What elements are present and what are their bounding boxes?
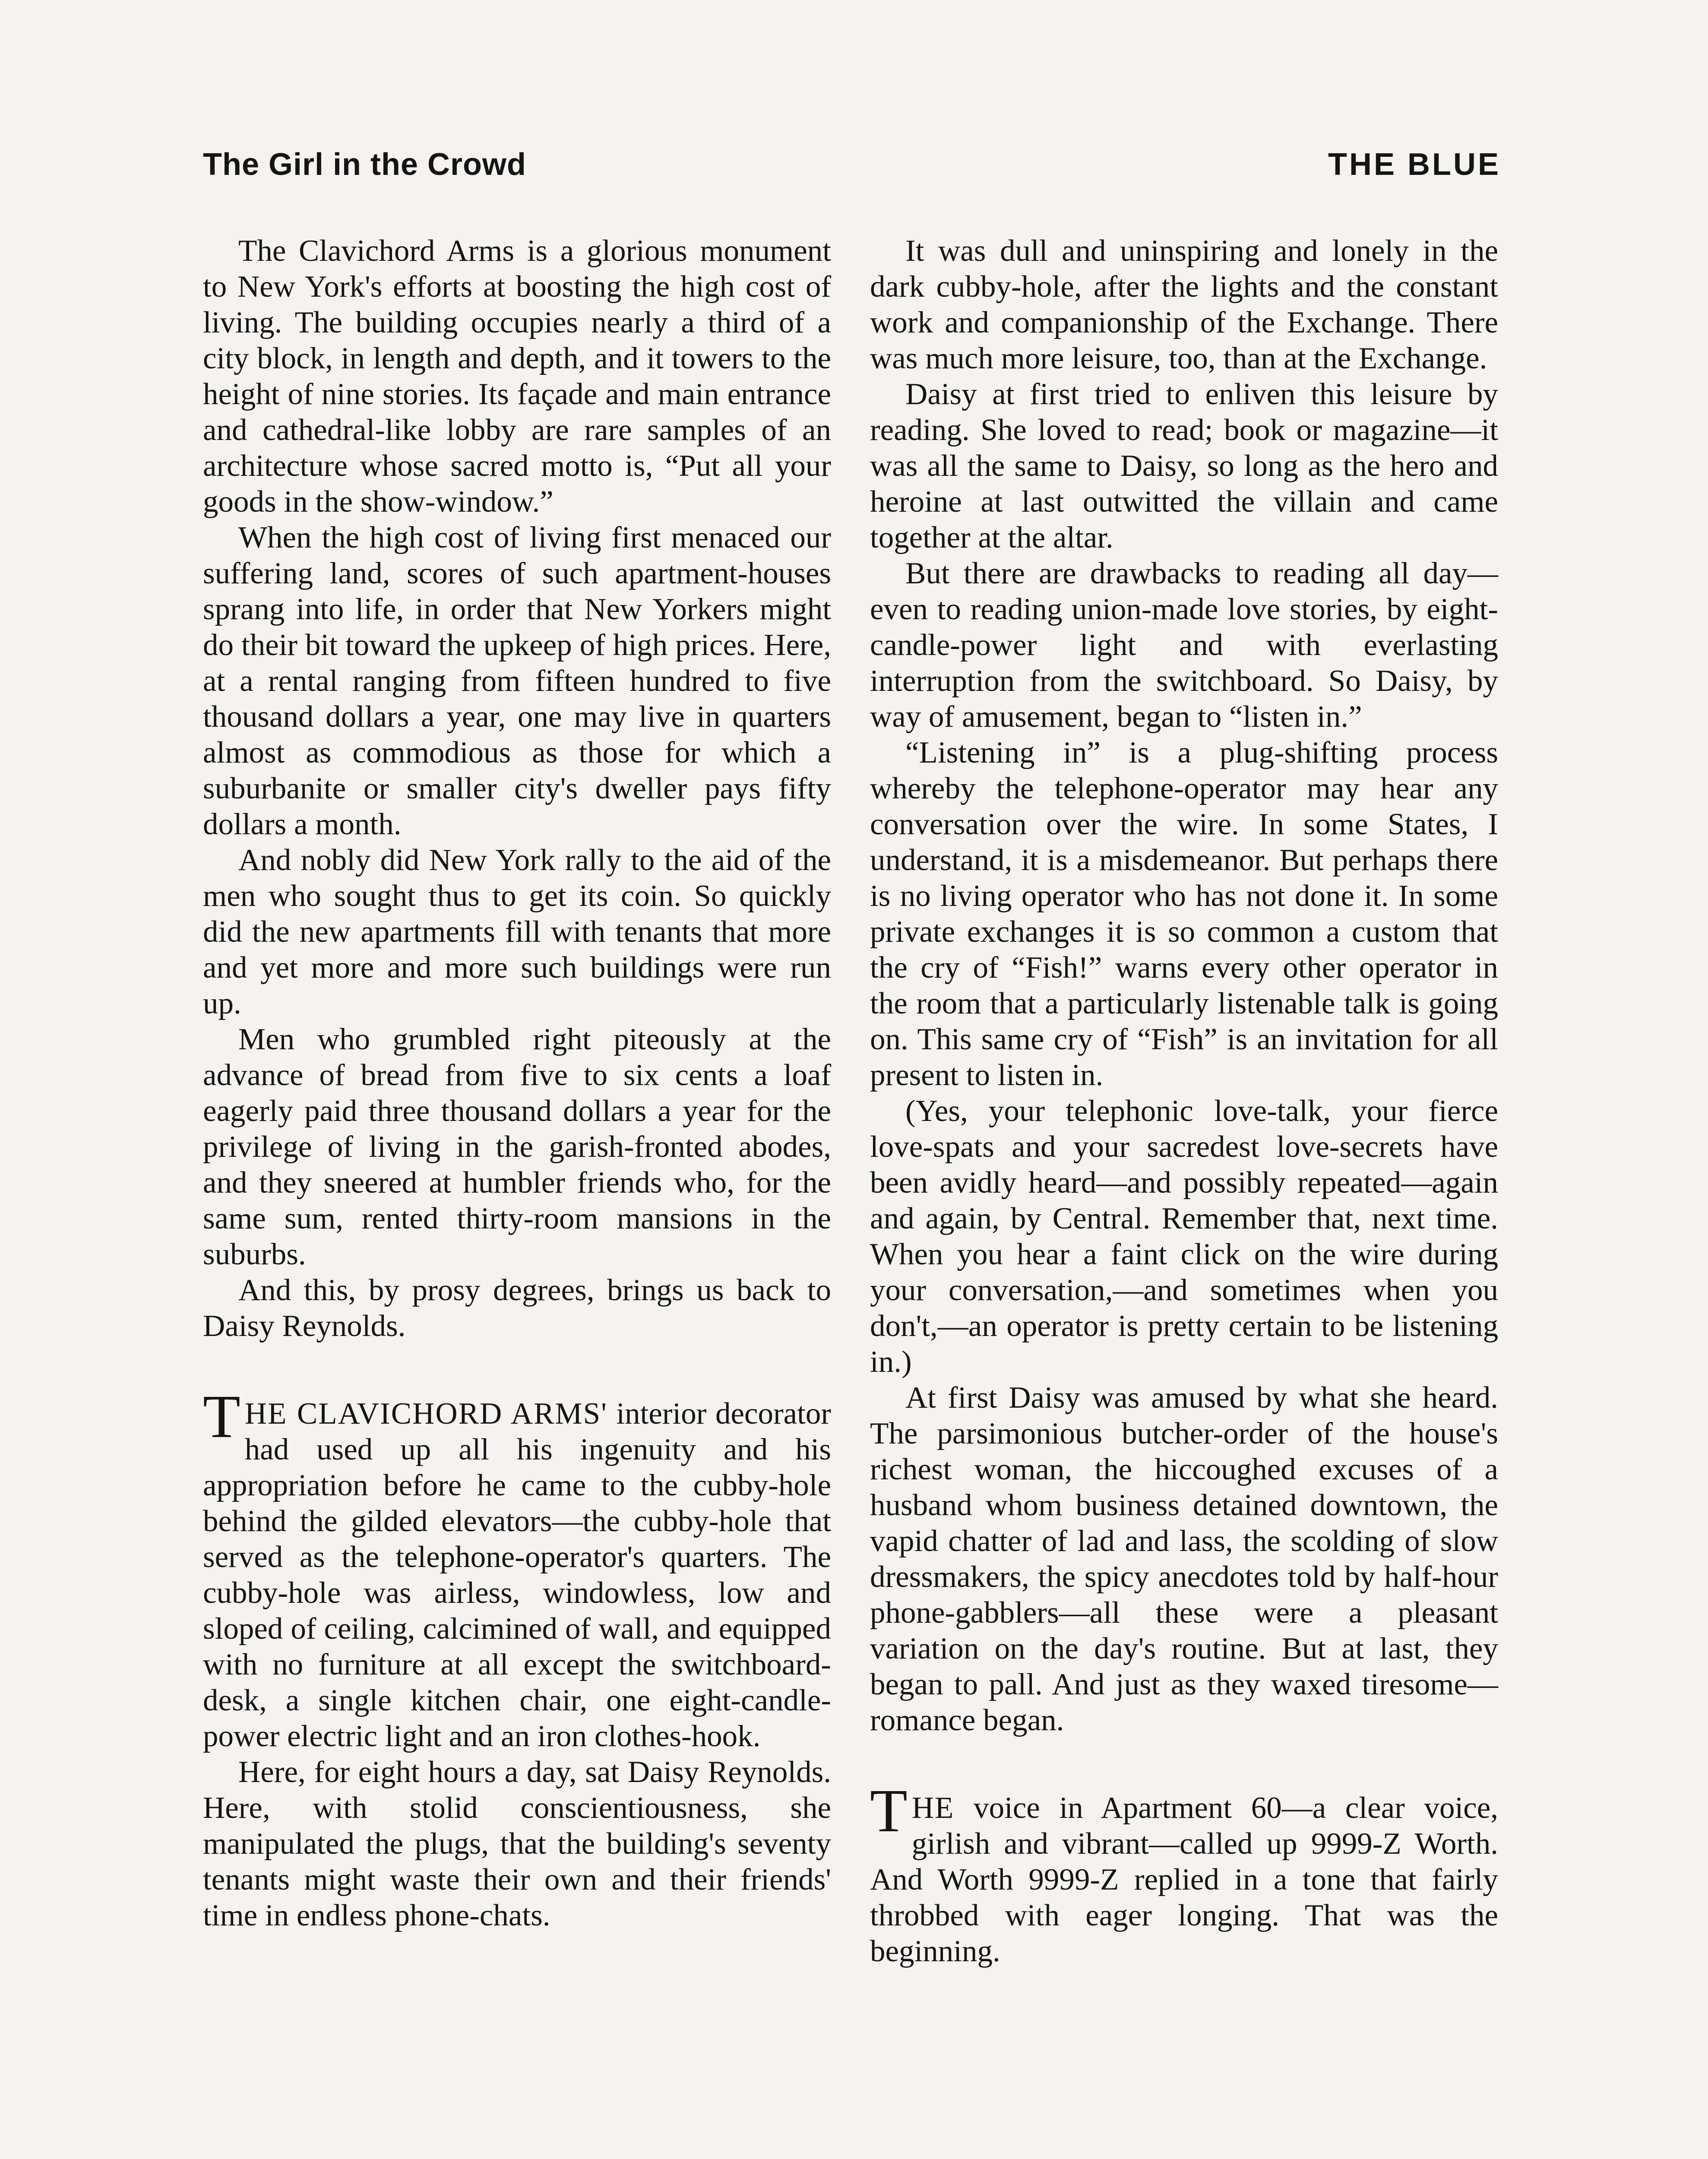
right-column: [870, 233, 1498, 1969]
paragraph: And nobly did New York rally to the aid of the men who sought thus to get its coin. So quickly did the new apartments fill with tenants that more and yet more and more such buildings were run up.: [203, 843, 831, 1020]
paragraph: Daisy at first tried to enliven this leisure by reading. She loved to read; book or magazine—it was all the same to Daisy, so long as the hero and heroine at last outwitted the villain and came together at the altar.: [870, 377, 1498, 554]
section-opening-paragraph: [203, 1382, 831, 1754]
paragraph: It was dull and uninspiring and lonely in the dark cubby-hole, after the lights and the constant work and companionship of the Exchange. There was much more leisure, too, than at the Exchange.: [870, 234, 1498, 375]
paragraph: And this, by prosy degrees, brings us back to Daisy Reynolds.: [203, 1273, 831, 1343]
paragraph: (Yes, your telephonic love-talk, your fierce love-spats and your sacredest love-secrets have been avidly heard—and possibly repeated—again and again, by Central. Remember that, next time. When you hear a faint click on the wire during your conversation,—and sometimes when you don't,—an operator is pretty certain to be listening in.): [870, 1094, 1498, 1379]
paragraph: Men who grumbled right piteously at the advance of bread from five to six cents a loaf eagerly paid three thousand dollars a year for the privilege of living in the garish-fronted abodes, and they sneered at humbler friends who, for the same sum, rented thirty-room mansions in the suburbs.: [203, 1023, 831, 1271]
paragraph: The Clavichord Arms is a glorious monument to New York's efforts at boosting the high cost of living. The building occupies nearly a third of a city block, in length and depth, and it towers to the height of nine stories. Its façade and main entrance and cathedral-like lobby are rare samples of an architecture whose sacred motto is, “Put all your goods in the show-window.”: [203, 234, 831, 519]
section-lead: THE CLAVICHORD ARMS': [203, 1382, 607, 1450]
left-column: [203, 233, 831, 1934]
section-text: voice in Apartment 60—a clear voice, girlish and vibrant—called up 9999-Z Worth. And Worth 9999-Z replied in a tone that fairly throbbed with eager longing. That was the beginning.: [870, 1791, 1498, 1968]
magazine-name: THE BLUE: [1328, 147, 1501, 182]
paragraph: At first Daisy was amused by what she heard. The parsimonious butcher-order of the house's richest woman, the hiccoughed excuses of a husband whom business detained downtown, the vapid chatter of lad and lass, the scolding of slow dressmakers, the spicy anecdotes told by half-hour phone-gabblers—all these were a pleasant variation on the day's routine. But at last, they began to pall. And just as they waxed tiresome—romance began.: [870, 1381, 1498, 1737]
section-opening-paragraph: [870, 1776, 1498, 1969]
paragraph: Here, for eight hours a day, sat Daisy Reynolds. Here, with stolid conscientiousness, she manipulated the plugs, that the building's seventy tenants might waste their own and their friends' time in endless phone-chats.: [203, 1755, 831, 1932]
paragraph: But there are drawbacks to reading all day—even to reading union-made love stories, by eight-candle-power light and with everlasting interruption from the switchboard. So Daisy, by way of amusement, began to “listen in.”: [870, 557, 1498, 734]
paragraph: When the high cost of living first menaced our suffering land, scores of such apartment-houses sprang into life, in order that New Yorkers might do their bit toward the upkeep of high prices. Here, at a rental ranging from fifteen hundred to five thousand dollars a year, one may live in quarters almost as commodious as those for which a suburbanite or smaller city's dweller pays fifty dollars a month.: [203, 521, 831, 841]
paragraph: “Listening in” is a plug-shifting process whereby the telephone-operator may hear any conversation over the wire. In some States, I understand, it is a misdemeanor. But perhaps there is no living operator who has not done it. In some private exchanges it is so common a custom that the cry of “Fish!” warns every other operator in the room that a particularly listenable talk is going on. This same cry of “Fish” is an invitation for all present to listen in.: [870, 736, 1498, 1092]
running-header: [203, 147, 1501, 194]
story-title: The Girl in the Crowd: [203, 147, 527, 182]
section-text: interior decorator had used up all his ingenuity and his appropriation before he came to the cubby-hole behind the gilded elevators—the cubby-hole that served as the telephone-operator's quarters. The cubby-hole was airless, windowless, low and sloped of ceiling, calcimined of wall, and equipped with no furniture at all except the switchboard-desk, a single kitchen chair, one eight-candle-power electric light and an iron clothes-hook.: [203, 1397, 831, 1753]
section-lead: THE: [870, 1776, 955, 1845]
